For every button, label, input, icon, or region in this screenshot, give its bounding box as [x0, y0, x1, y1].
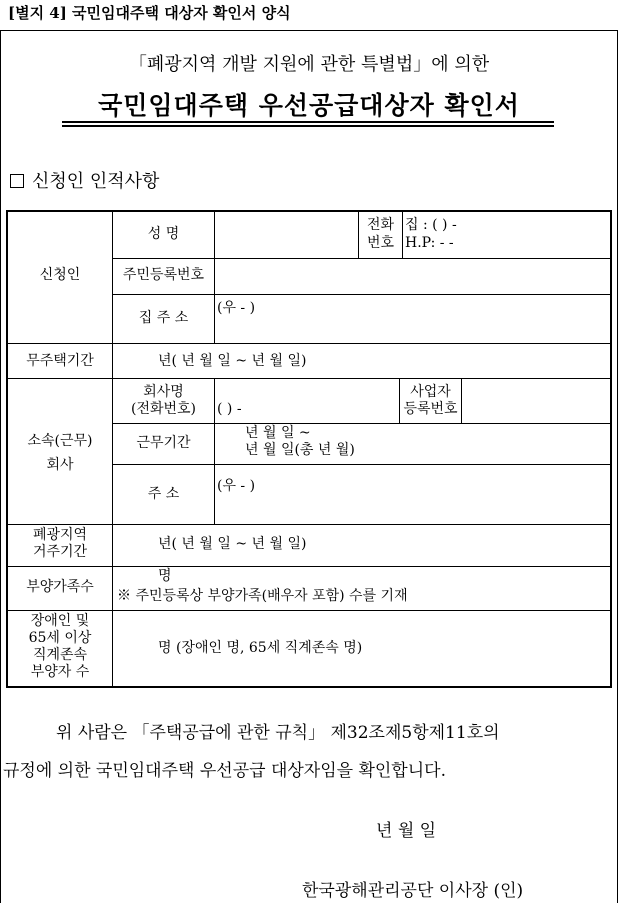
form-title: 국민임대주택 우선공급대상자 확인서: [98, 91, 520, 120]
company-label: 소속(근무): [27, 433, 93, 449]
work-period-end[interactable]: 년 월 일(총 년 월): [245, 442, 355, 458]
area-residence-field[interactable]: 년( 년 월 일 ~ 년 월 일): [158, 536, 307, 552]
statement-line-1: 위 사람은 「주택공급에 관한 규칙」 제32조제5항제11호의: [56, 723, 500, 743]
disabled-label: 장애인 및: [30, 613, 90, 629]
no-house-label: 무주택기간: [26, 353, 94, 369]
dependents-field[interactable]: 명: [158, 568, 172, 584]
no-house-period-field[interactable]: 년( 년 월 일 ~ 년 월 일): [158, 353, 307, 369]
mobile-phone-field[interactable]: H.P: - -: [405, 235, 454, 251]
biz-reg-label: 사업자: [410, 384, 451, 400]
rrn-label: 주민등록번호: [122, 267, 205, 283]
section-heading: 신청인 인적사항: [10, 167, 159, 193]
name-field[interactable]: [216, 214, 356, 256]
form-number-label: [별지 4] 국민임대주택 대상자 확인서 양식: [8, 4, 291, 22]
address-label: 집 주 소: [138, 310, 189, 326]
dependents-label: 부양가족수: [26, 579, 94, 595]
applicant-label: 신청인: [39, 267, 81, 283]
disabled-label-4: 부양자 수: [30, 664, 90, 680]
disabled-label-2: 65세 이상: [28, 630, 92, 646]
form-subtitle: 「폐광지역 개발 지원에 관한 특별법」에 의한: [128, 54, 490, 75]
disabled-label-3: 직계존속: [32, 647, 88, 663]
statement-line-2: 규정에 의한 국민임대주택 우선공급 대상자임을 확인합니다.: [3, 761, 446, 781]
signatory: 한국광해관리공단 이사장 (인): [302, 881, 524, 901]
date-line: 년 월 일: [376, 821, 437, 841]
name-label: 성 명: [147, 226, 180, 242]
title-underline-2: [62, 125, 554, 127]
company-address-label: 주 소: [147, 486, 180, 502]
company-name-label: 회사명: [143, 384, 184, 400]
home-phone-field[interactable]: 집 : ( ) -: [405, 217, 457, 233]
company-postal-field[interactable]: (우 - ): [217, 478, 256, 494]
biz-reg-field[interactable]: [463, 381, 608, 421]
work-period-label: 근무기간: [136, 435, 191, 451]
disabled-count-field[interactable]: 명 (장애인 명, 65세 직계존속 명): [158, 640, 363, 656]
title-underline: [62, 121, 554, 123]
company-phone-label: (전화번호): [130, 401, 197, 417]
area-residence-label-2: 거주기간: [32, 544, 88, 560]
checkbox-square-icon: [10, 174, 24, 188]
company-phone-field[interactable]: ( ) -: [217, 401, 242, 417]
phone-label-2: 번호: [366, 235, 395, 251]
address-postal-field[interactable]: (우 - ): [217, 300, 256, 316]
work-period-start[interactable]: 년 월 일 ~: [245, 425, 311, 441]
rrn-field[interactable]: [216, 262, 608, 292]
area-residence-label: 폐광지역: [32, 527, 88, 543]
phone-label: 전화: [366, 217, 395, 233]
dependents-note: ※ 주민등록상 부양가족(배우자 포함) 수를 기재: [117, 588, 408, 604]
biz-reg-label-2: 등록번호: [403, 401, 458, 417]
company-label-2: 회사: [46, 457, 74, 473]
